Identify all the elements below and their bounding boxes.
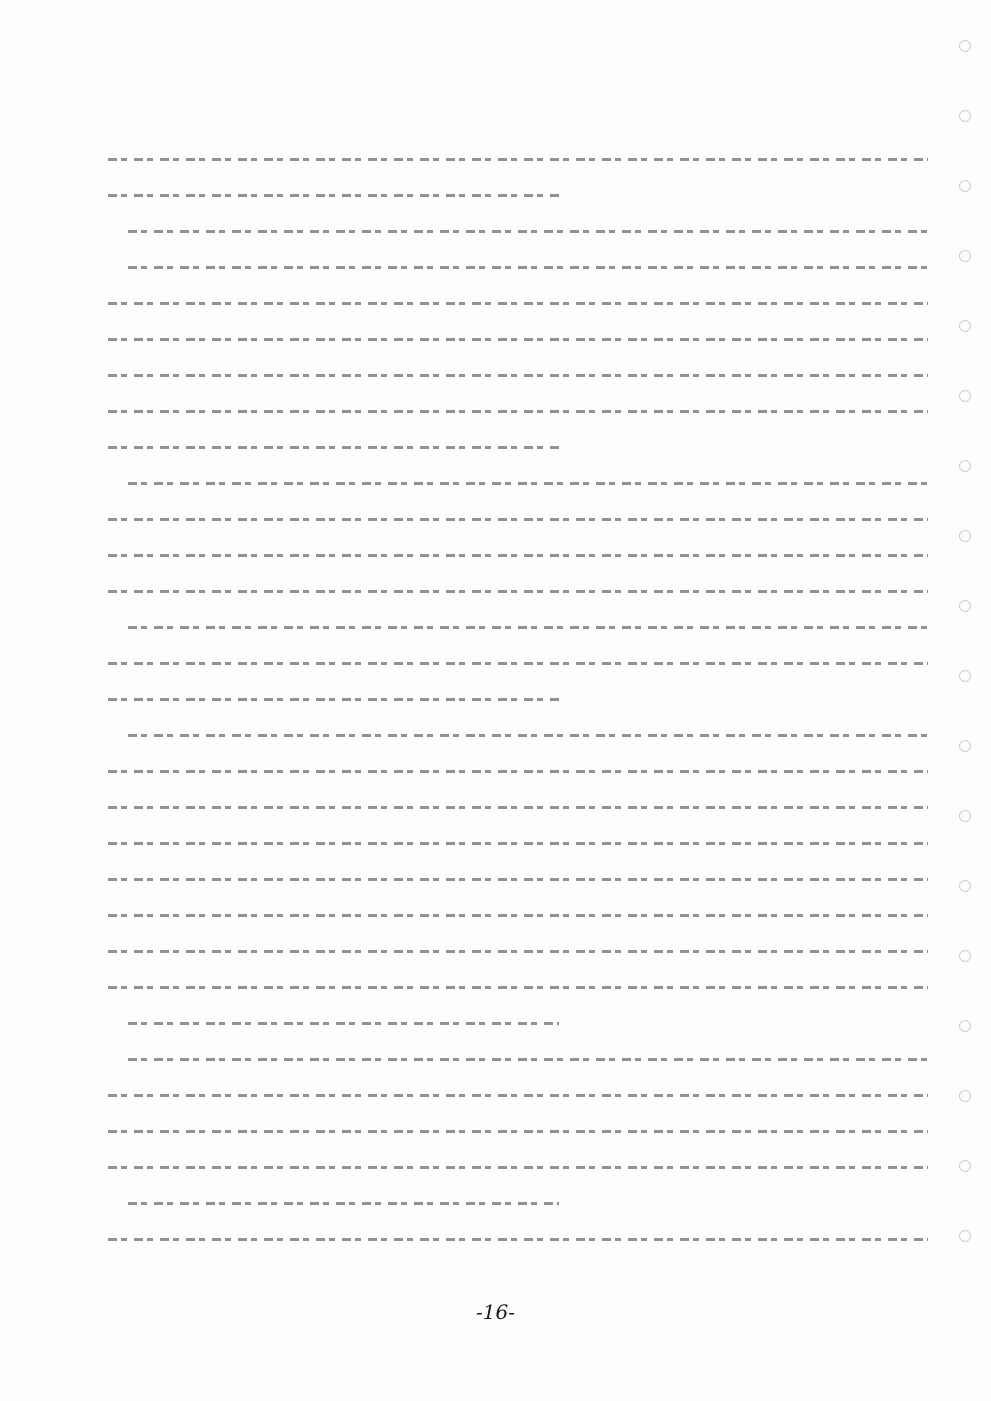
handwritten-line (108, 428, 928, 464)
handwritten-line (108, 932, 928, 968)
handwritten-line (108, 284, 928, 320)
handwritten-line (108, 1148, 928, 1184)
handwritten-line (108, 1004, 928, 1040)
handwritten-line (108, 608, 928, 644)
handwritten-line (108, 572, 928, 608)
handwritten-line (108, 500, 928, 536)
handwritten-line (108, 1112, 928, 1148)
handwritten-line (108, 752, 928, 788)
handwritten-line (108, 140, 928, 176)
handwritten-line (108, 248, 928, 284)
handwritten-line (108, 644, 928, 680)
handwritten-line (108, 896, 928, 932)
handwritten-line (108, 536, 928, 572)
handwritten-line (108, 1220, 928, 1256)
handwritten-line (108, 680, 928, 716)
handwritten-line (108, 356, 928, 392)
handwritten-line (108, 392, 928, 428)
handwritten-line (108, 824, 928, 860)
binder-holes (959, 40, 973, 1340)
handwritten-line (108, 968, 928, 1004)
handwritten-line (108, 860, 928, 896)
handwritten-line (108, 788, 928, 824)
handwritten-line (108, 320, 928, 356)
handwritten-line (108, 716, 928, 752)
handwritten-line (108, 1076, 928, 1112)
handwritten-line (108, 212, 928, 248)
handwritten-line (108, 176, 928, 212)
handwritten-line (108, 1184, 928, 1220)
handwritten-text-block (108, 140, 928, 1280)
handwritten-line (108, 464, 928, 500)
page-number: -16- (476, 1300, 515, 1324)
handwritten-line (108, 1040, 928, 1076)
